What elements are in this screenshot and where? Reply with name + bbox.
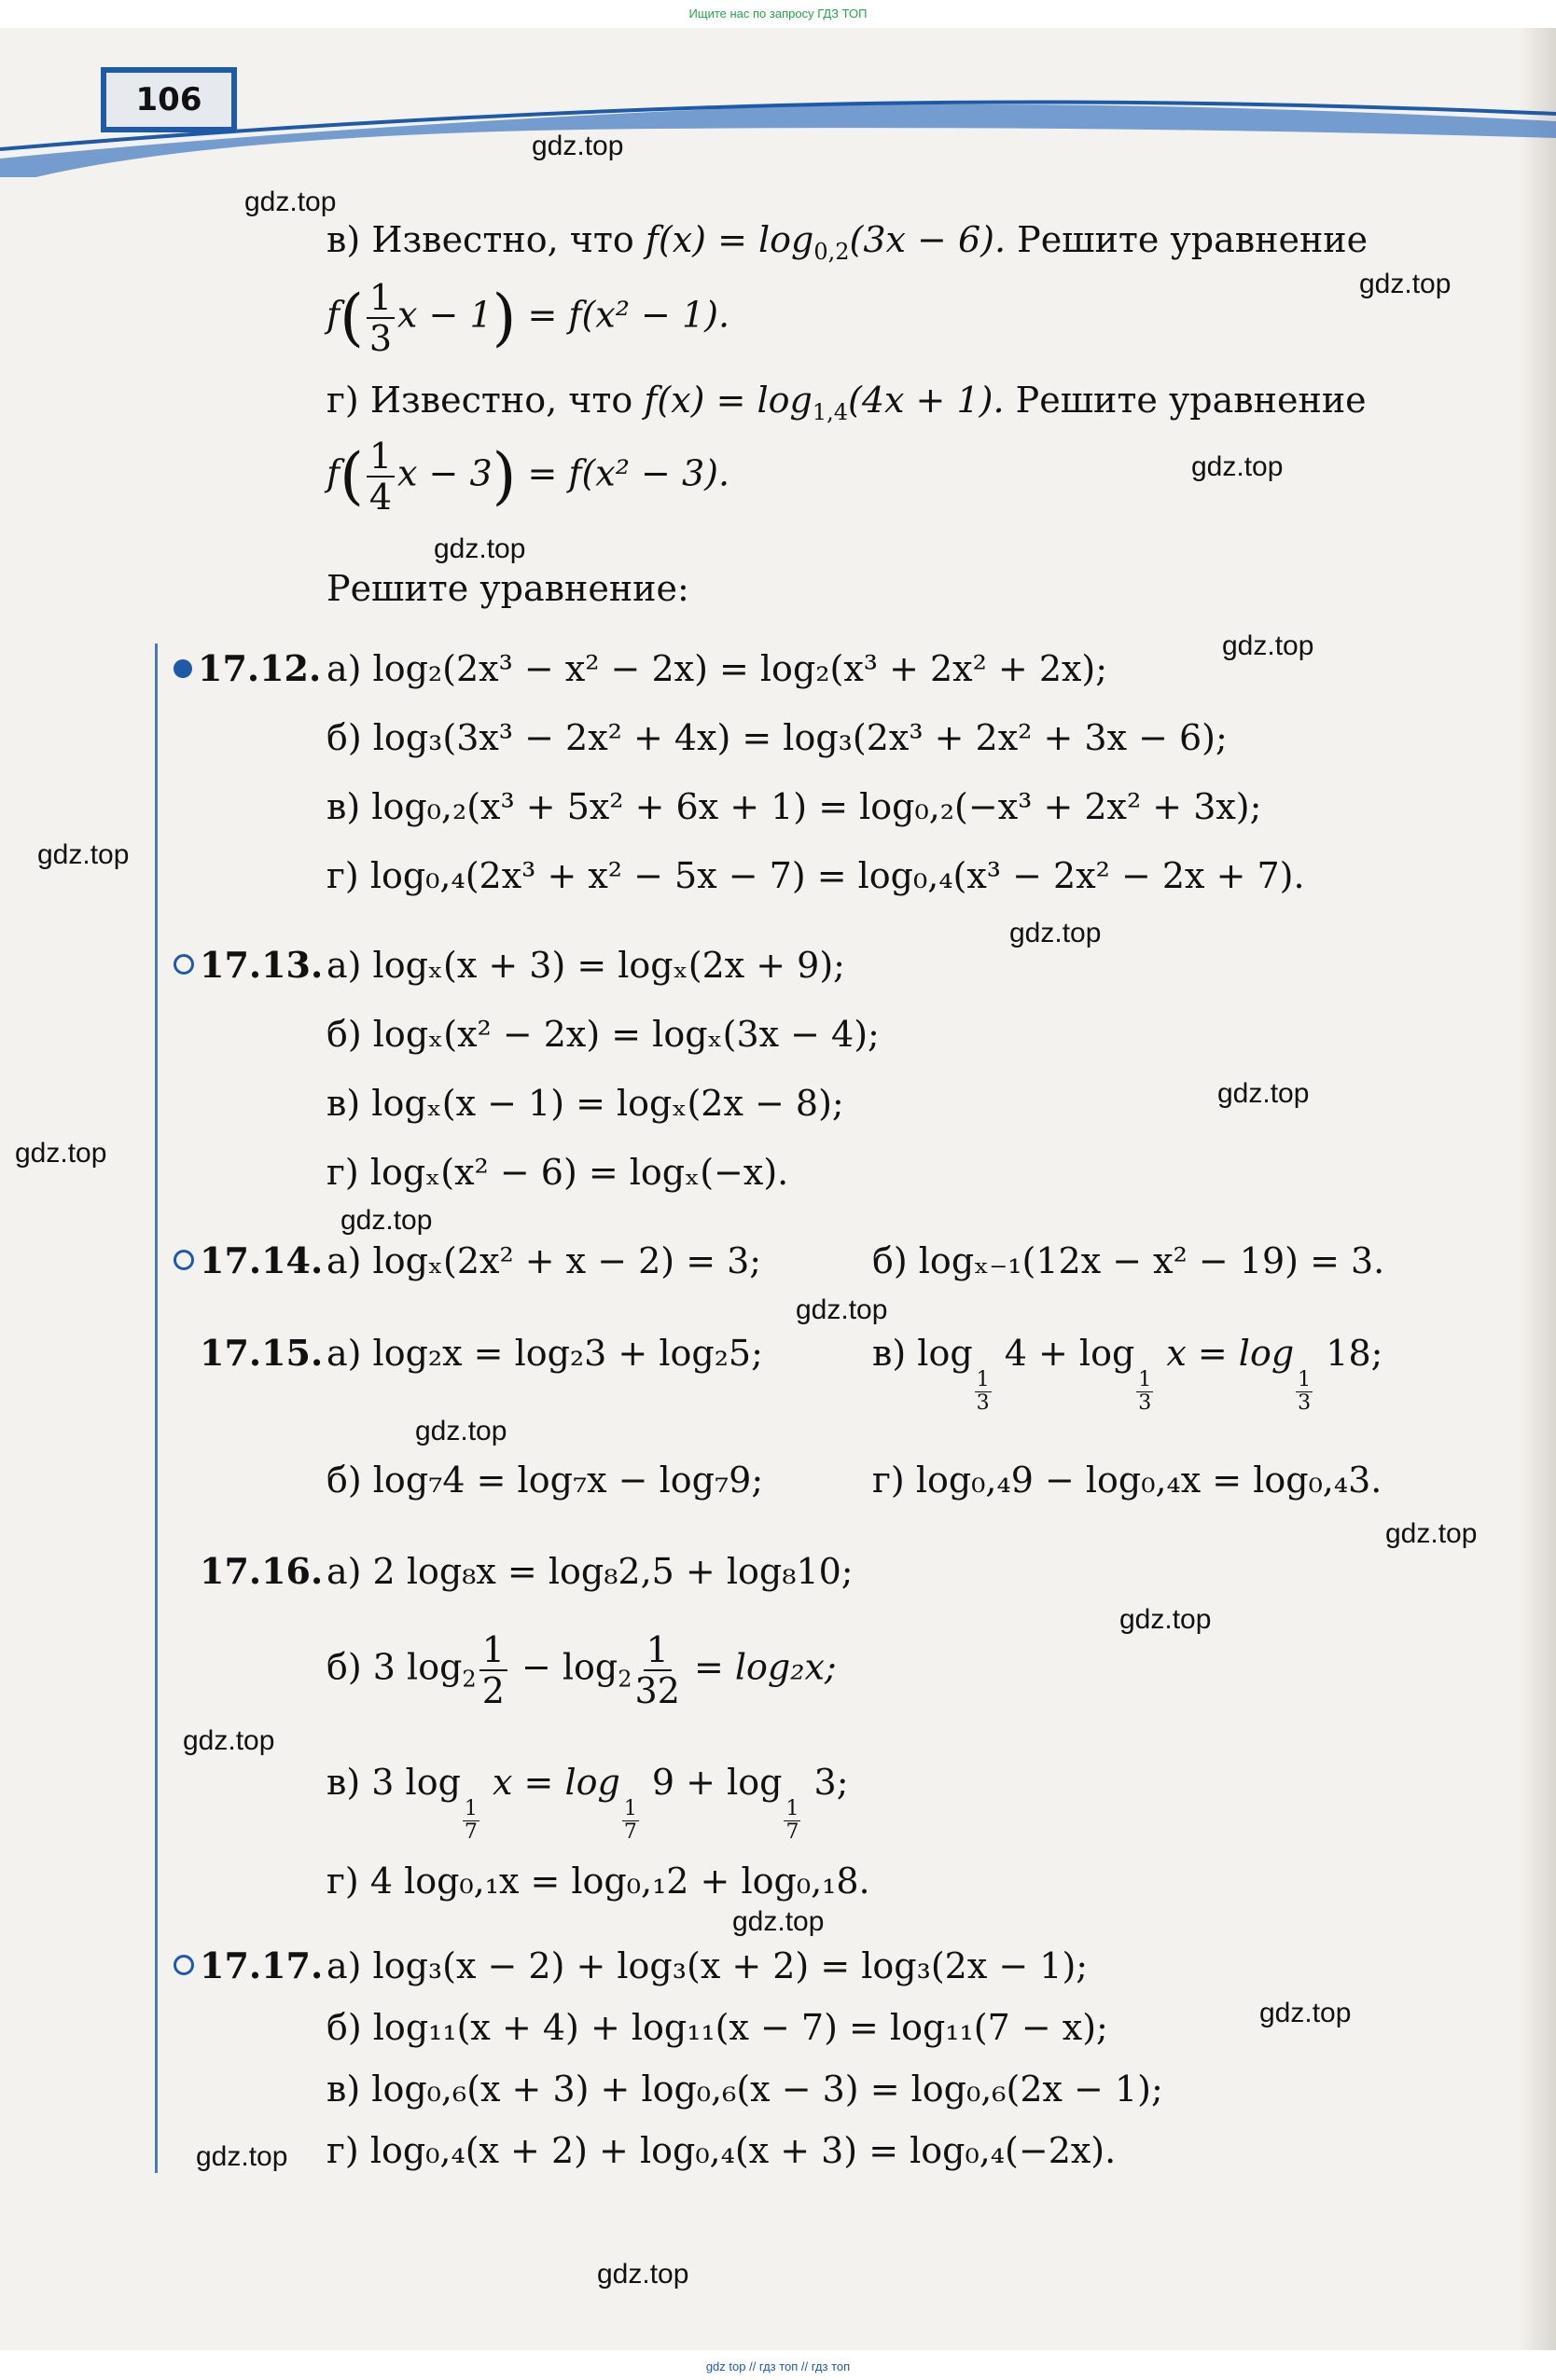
fx-def: f(x) = log bbox=[644, 380, 813, 421]
problem-17-17-a: а) log₃(x − 2) + log₃(x + 2) = log₃(2x − 1); bbox=[326, 1945, 1089, 1986]
problem-marker-filled bbox=[174, 659, 192, 678]
problem-17-15-a: а) log₂x = log₂3 + log₂5; bbox=[326, 1333, 763, 1374]
watermark: gdz.top bbox=[732, 1906, 825, 1937]
f-symbol: f bbox=[326, 294, 340, 336]
fraction: $\frac{1}{2}$ bbox=[479, 1632, 507, 1709]
log-base: 0,2 bbox=[813, 239, 850, 265]
problem-17-17-number: 17.17. bbox=[200, 1944, 324, 1986]
log-base-fraction: $\frac{1}{3}$ bbox=[1298, 1368, 1312, 1415]
problem-17-16-b: б) 3 $\log_2$ $\frac{1}{2}$ − $\log_2$ $\frac{1}{32}$ = log₂x; bbox=[326, 1629, 837, 1711]
problem-17-15-b: б) log₇4 = log₇x − log₇9; bbox=[326, 1460, 764, 1501]
problem-17-14-b: б) logₓ₋₁(12x − x² − 19) = 3. bbox=[872, 1240, 1385, 1281]
problem-17-15-number: 17.15. bbox=[200, 1332, 324, 1374]
problem-17-12-b: б) log₃(3x³ − 2x² + 4x) = log₃(2x³ + 2x² + 3x − 6); bbox=[326, 717, 1228, 758]
page-edge-shadow bbox=[1519, 28, 1556, 2350]
watermark: gdz.top bbox=[244, 187, 337, 217]
inner-expr: x − 3 bbox=[397, 452, 493, 494]
problem-17-16-v: в) 3 log $\frac{1}{7}$ x = log $\frac{1}{7}$ 9 + log $\frac{1}{7}$ 3; bbox=[326, 1762, 849, 1844]
watermark: gdz.top bbox=[1359, 269, 1452, 299]
problem-17-17-b: б) log₁₁(x + 4) + log₁₁(x − 7) = log₁₁(7 − x); bbox=[326, 2007, 1108, 2048]
watermark: gdz.top bbox=[415, 1416, 507, 1446]
sidebar-rule bbox=[155, 643, 158, 2173]
watermark: gdz.top bbox=[796, 1294, 888, 1325]
rhs-expr: = f(x² − 3). bbox=[527, 452, 730, 494]
watermark: gdz.top bbox=[15, 1138, 107, 1169]
label-v: в) bbox=[326, 219, 361, 260]
fraction: $\frac{1}{4}$ bbox=[367, 438, 395, 515]
task-g-statement bbox=[326, 380, 1367, 425]
log-arg: (4x + 1). bbox=[848, 380, 1005, 421]
watermark: gdz.top bbox=[1217, 1078, 1310, 1109]
fraction: $\frac{1}{32}$ bbox=[634, 1629, 680, 1711]
problem-17-15-v: в) log $\frac{1}{3}$ 4 + log $\frac{1}{3}$ x = log $\frac{1}{3}$ 18; bbox=[872, 1333, 1383, 1415]
watermark: gdz.top bbox=[196, 2141, 288, 2172]
problem-17-13-v: в) logₓ(x − 1) = logₓ(2x − 8); bbox=[326, 1083, 844, 1124]
log-base-fraction: $\frac{1}{3}$ bbox=[1138, 1368, 1152, 1415]
problem-marker-open bbox=[174, 1250, 194, 1270]
problem-17-14-number: 17.14. bbox=[200, 1239, 324, 1281]
problem-17-16-number: 17.16. bbox=[200, 1550, 324, 1592]
problem-17-12-g: г) log₀,₄(2x³ + x² − 5x − 7) = log₀,₄(x³ − 2x² − 2x + 7). bbox=[326, 855, 1305, 896]
problem-marker-open bbox=[174, 1955, 194, 1975]
bottom-banner: gdz top // гдз топ // гдз топ bbox=[705, 2359, 851, 2373]
fx-def: f(x) = log bbox=[645, 219, 814, 260]
log-arg: (3x − 6). bbox=[849, 219, 1007, 260]
watermark: gdz.top bbox=[37, 839, 130, 870]
text-solve: Решите уравнение bbox=[1015, 380, 1367, 421]
log-base: 1,4 bbox=[812, 399, 849, 425]
problem-17-15-g: г) log₀,₄9 − log₀,₄x = log₀,₄3. bbox=[872, 1460, 1382, 1501]
problem-17-12-v: в) log₀,₂(x³ + 5x² + 6x + 1) = log₀,₂(−x³ + 2x² + 3x); bbox=[326, 786, 1262, 827]
watermark: gdz.top bbox=[1191, 451, 1284, 482]
fraction: $\frac{1}{3}$ bbox=[367, 280, 395, 356]
text-known: Известно, что bbox=[369, 380, 633, 421]
log-base-fraction: $\frac{1}{7}$ bbox=[464, 1797, 478, 1844]
watermark: gdz.top bbox=[532, 131, 624, 161]
text-known: Известно, что bbox=[371, 219, 634, 260]
problem-17-13-a: а) logₓ(x + 3) = logₓ(2x + 9); bbox=[326, 945, 845, 986]
log-base-fraction: $\frac{1}{7}$ bbox=[785, 1797, 799, 1844]
task-g-equation: f( $\frac{1}{4}$ x − 3) = f(x² − 3). bbox=[326, 436, 730, 518]
task-v-statement bbox=[326, 219, 1368, 265]
log-base-fraction: $\frac{1}{3}$ bbox=[976, 1368, 990, 1415]
problem-17-12-a: а) log₂(2x³ − x² − 2x) = log₂(x³ + 2x² + 2x); bbox=[326, 648, 1108, 689]
problem-17-17-v: в) log₀,₆(x + 3) + log₀,₆(x − 3) = log₀,₆(2x − 1); bbox=[326, 2069, 1163, 2110]
problem-17-16-g: г) 4 log₀,₁x = log₀,₁2 + log₀,₁8. bbox=[326, 1861, 870, 1902]
solve-heading: Решите уравнение: bbox=[326, 568, 689, 609]
watermark: gdz.top bbox=[340, 1205, 433, 1236]
problem-17-12-number: 17.12. bbox=[198, 647, 322, 689]
inner-expr: x − 1 bbox=[397, 294, 493, 336]
text-solve: Решите уравнение bbox=[1017, 219, 1368, 260]
watermark: gdz.top bbox=[434, 533, 526, 564]
label-g: г) bbox=[326, 380, 359, 421]
watermark: gdz.top bbox=[1385, 1518, 1478, 1549]
f-symbol: f bbox=[326, 452, 340, 494]
top-banner: Ищите нас по запросу ГДЗ ТОП bbox=[688, 7, 868, 21]
watermark: gdz.top bbox=[1222, 630, 1314, 661]
watermark: gdz.top bbox=[183, 1725, 275, 1756]
page-number: 106 bbox=[101, 67, 237, 132]
problem-17-13-b: б) logₓ(x² − 2x) = logₓ(3x − 4); bbox=[326, 1014, 880, 1055]
problem-17-13-g: г) logₓ(x² − 6) = logₓ(−x). bbox=[326, 1152, 789, 1193]
problem-17-13-number: 17.13. bbox=[200, 944, 324, 986]
problem-17-16-a: а) 2 log₈x = log₈2,5 + log₈10; bbox=[326, 1551, 854, 1592]
problem-marker-open bbox=[174, 954, 194, 975]
watermark: gdz.top bbox=[1009, 918, 1102, 948]
watermark: gdz.top bbox=[597, 2259, 689, 2290]
task-v-equation: f( $\frac{1}{3}$ x − 1) = f(x² − 1). bbox=[326, 277, 730, 359]
rhs-expr: = f(x² − 1). bbox=[527, 294, 730, 336]
problem-17-17-g: г) log₀,₄(x + 2) + log₀,₄(x + 3) = log₀,₄(−2x). bbox=[326, 2130, 1117, 2171]
problem-17-14-a: а) logₓ(2x² + x − 2) = 3; bbox=[326, 1240, 762, 1281]
log-base-fraction: $\frac{1}{7}$ bbox=[623, 1797, 637, 1844]
watermark: gdz.top bbox=[1259, 1998, 1352, 2028]
watermark: gdz.top bbox=[1119, 1604, 1212, 1635]
